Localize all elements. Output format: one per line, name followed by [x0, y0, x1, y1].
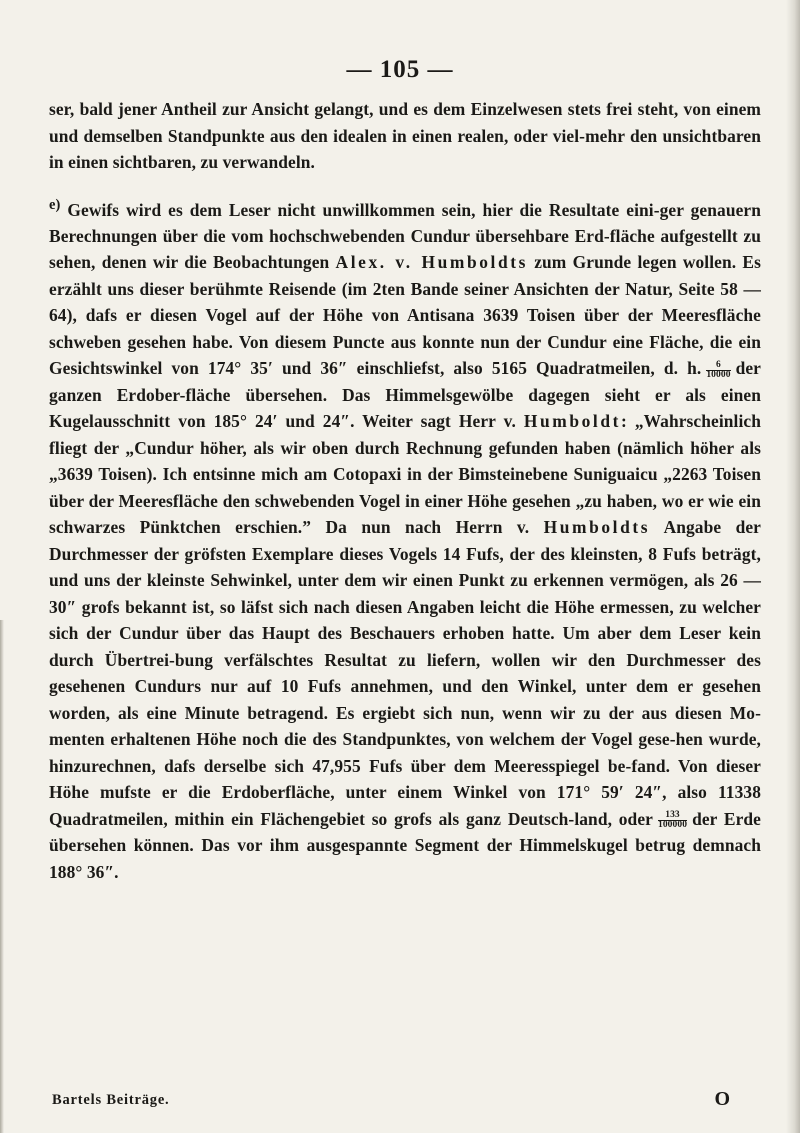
author-name: Humboldts: [543, 517, 651, 538]
fraction: [706, 361, 730, 380]
fraction-numerator: 133: [658, 811, 687, 821]
text-segment: der Erde übersehen können. Das vor ihm ausgespannte Segment der Himmelskugel betrug demnach 188° 36″.: [49, 808, 761, 882]
author-name: Humboldt: [523, 411, 621, 432]
fraction-denominator: 100000: [657, 820, 688, 831]
book-title: Bartels Beiträge.: [52, 1092, 170, 1108]
page-edge: [0, 620, 4, 1133]
signature-mark: O: [714, 1088, 730, 1110]
page-footer: [52, 1088, 730, 1110]
page-shadow: [786, 0, 800, 1133]
text-segment: : „Wahrscheinlich fliegt der „Cundur höher, als wir oben durch Rechnung gefunden haben (nämlich höher als „3639 Toisen). Ich entsinne mich am Cotopaxi in der Bimsteinebene Suniguaicu „2263 Toisen über der Meeresfläche den schwebenden Vogel in einer Höhe gesehen „zu haben, wo er wie ein schwarzes Pünktchen erschien.” Da nun nach Herrn v.: [49, 411, 761, 538]
page-number: — 105 —: [346, 56, 454, 83]
fraction-denominator: 10000: [706, 369, 731, 380]
paragraph-continuation: ser, bald jener Antheil zur Ansicht gelangt, und es dem Einzelwesen stets frei steht, von einem und demselben Standpunkte aus den idealen in einen realen, oder viel-mehr den unsichtbaren in einen sichtbaren, zu verwandeln.: [49, 99, 761, 172]
text-segment: der ganzen Erdober-fläche übersehen. Das Himmelsgewölbe dagegen sieht er als einen Kugelausschnitt von 185° 24′ und 24″. Weiter sagt Herr v.: [49, 358, 761, 432]
fraction-numerator: 6: [706, 361, 730, 371]
body-text: [49, 96, 761, 885]
text-segment: zum Grunde legen wollen. Es erzählt uns dieser berühmte Reisende (im 2ten Bande seiner Ansichten der Natur, Seite 58 — 64), dafs er diesen Vogel auf der Höhe von Antisana 3639 Toisen über der Meeresfläche schweben gesehen habe. Von diesem Puncte aus konnte nun der Cundur eine Fläche, die ein Gesichtswinkel von 174° 35′ und 36″ einschliefst, also 5165 Quadratmeilen, d. h.: [49, 252, 761, 379]
footnote-paragraph: [49, 192, 761, 886]
text-segment: Angabe der Durchmesser der gröfsten Exemplare dieses Vogels 14 Fufs, der des kleinsten, 8 Fufs beträgt, und uns der kleinste Sehwinkel, unter dem wir einen Punkt zu erkennen vermögen, als 26 — 30″ grofs bekannt ist, so läfst sich nach diesen Angaben leicht die Höhe ermessen, zu welcher sich der Cundur über das Haupt des Beschauers erhoben hatte. Um aber dem Leser kein durch Übertrei-bung verfälschtes Resultat zu liefern, wollen wir den Durchmesser des gesehenen Cundurs nur auf 10 Fufs annehmen, und den Winkel, unter dem er gesehen worden, als eine Minute betragend. Es ergiebt sich nun, wenn wir zu der aus diesen Mo-menten erhaltenen Höhe noch die des Standpunktes, von welchem der Vogel gese-hen wurde, hinzurechnen, dafs derselbe sich 47,955 Fufs über dem Meeresspiegel be-fand. Von dieser Höhe mufste er die Erdoberfläche, unter einem Winkel von 171° 59′ 24″, also 11338 Quadratmeilen, mithin ein Flächengebiet so grofs als ganz Deutsch-land, oder: [49, 517, 761, 829]
author-name: Alex. v. Humboldts: [335, 252, 528, 273]
text-segment: Gewifs wird es dem Leser nicht unwillkommen sein, hier die Resultate eini-ger genauern Berechnungen über die vom hochschwebenden Cundur übersehbare Erd-fläche aufgestellt zu sehen, denen wir die Beobachtungen: [49, 199, 761, 273]
fraction: [658, 811, 687, 830]
footnote-marker: e): [49, 196, 61, 213]
